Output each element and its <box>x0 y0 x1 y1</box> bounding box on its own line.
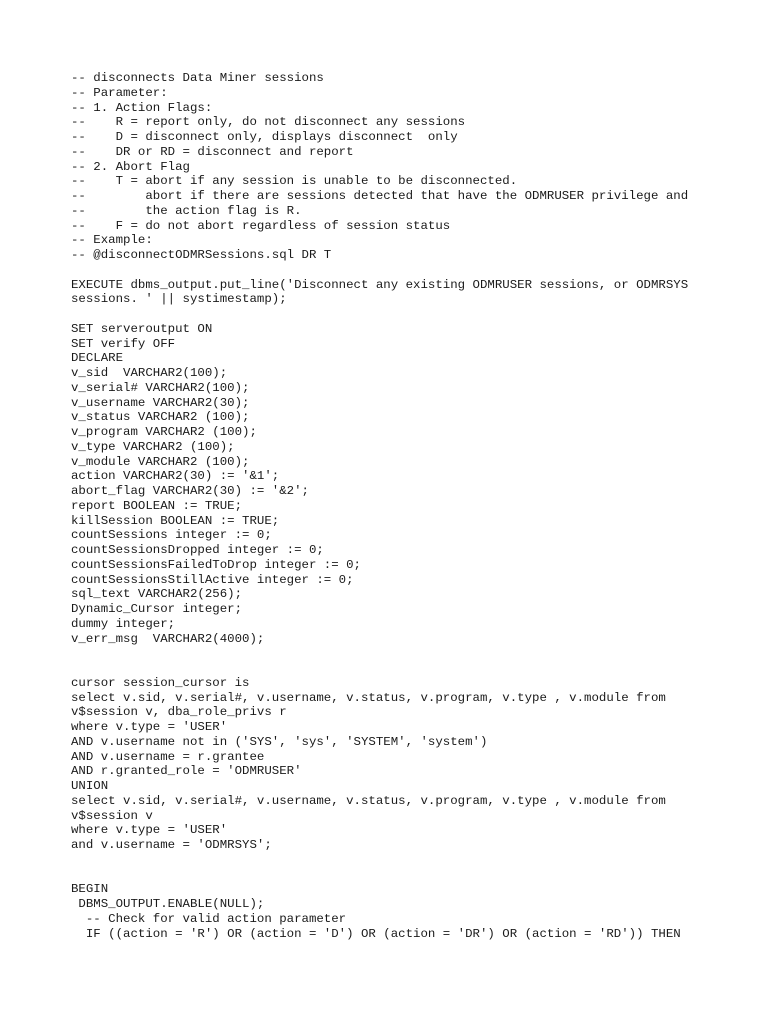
code-line: sessions. ' || systimestamp); <box>71 292 287 307</box>
code-line: DECLARE <box>71 351 124 366</box>
code-line: -- R = report only, do not disconnect any sessions <box>71 115 466 130</box>
code-line: v_err_msg VARCHAR2(4000); <box>71 631 265 646</box>
code-line: -- 2. Abort Flag <box>71 159 190 174</box>
code-line: Dynamic_Cursor integer; <box>71 602 243 616</box>
code-line: -- Parameter: <box>71 85 168 100</box>
code-line: v_status VARCHAR2 (100); <box>71 410 250 425</box>
code-line: DBMS_OUTPUT.ENABLE(NULL); <box>71 897 265 911</box>
code-line: -- F = do not abort regardless of session status <box>71 218 451 233</box>
code-line: cursor session_cursor is <box>71 675 250 690</box>
code-line: v_module VARCHAR2 (100); <box>71 454 250 469</box>
code-line: -- Check for valid action parameter <box>71 911 347 926</box>
code-line: AND v.username = r.grantee <box>71 749 265 764</box>
code-line: select v.sid, v.serial#, v.username, v.status, v.program, v.type , v.module from <box>71 793 666 808</box>
code-line: countSessions integer := 0; <box>71 528 272 543</box>
code-line: v$session v <box>71 808 153 823</box>
blank-line <box>71 646 731 661</box>
code-line: countSessionsFailedToDrop integer := 0; <box>71 557 361 572</box>
code-line: SET serveroutput ON <box>71 321 213 336</box>
code-line: -- @disconnectODMRSessions.sql DR T <box>71 248 332 262</box>
blank-line <box>71 853 731 868</box>
code-line: -- 1. Action Flags: <box>71 100 213 115</box>
code-line: -- Example: <box>71 233 153 248</box>
blank-line <box>71 661 731 676</box>
blank-line <box>71 868 731 883</box>
code-line: -- T = abort if any session is unable to be disconnected. <box>71 174 518 189</box>
code-line: -- DR or RD = disconnect and report <box>71 144 354 159</box>
code-line: EXECUTE dbms_output.put_line('Disconnect any existing ODMRUSER sessions, or ODMRSYS <box>71 277 689 292</box>
code-line: dummy integer; <box>71 616 176 631</box>
code-line: AND r.granted_role = 'ODMRUSER' <box>71 764 302 779</box>
code-line: sql_text VARCHAR2(256); <box>71 587 243 602</box>
code-line: v$session v, dba_role_privs r <box>71 705 287 720</box>
code-line: where v.type = 'USER' <box>71 720 228 734</box>
code-line: v_program VARCHAR2 (100); <box>71 425 257 439</box>
code-line: abort_flag VARCHAR2(30) := '&2'; <box>71 484 309 498</box>
code-line: SET verify OFF <box>71 336 176 351</box>
code-line: -- the action flag is R. <box>71 203 302 218</box>
blank-line <box>71 263 731 278</box>
code-line: action VARCHAR2(30) := '&1'; <box>71 469 280 484</box>
code-line: -- D = disconnect only, displays disconnect only <box>71 130 458 144</box>
code-line: IF ((action = 'R') OR (action = 'D') OR (action = 'DR') OR (action = 'RD')) THEN <box>71 926 681 941</box>
code-line: select v.sid, v.serial#, v.username, v.status, v.program, v.type , v.module from <box>71 690 666 705</box>
code-line: v_type VARCHAR2 (100); <box>71 439 235 454</box>
code-line: countSessionsDropped integer := 0; <box>71 543 324 557</box>
code-line: BEGIN <box>71 882 109 897</box>
code-line: -- abort if there are sessions detected that have the ODMRUSER privilege and <box>71 189 689 203</box>
code-line: killSession BOOLEAN := TRUE; <box>71 513 280 528</box>
code-line: UNION <box>71 779 109 793</box>
code-line: countSessionsStillActive integer := 0; <box>71 572 354 587</box>
sql-script-text <box>71 71 731 941</box>
code-line: v_serial# VARCHAR2(100); <box>71 380 250 395</box>
code-line: and v.username = 'ODMRSYS'; <box>71 838 272 852</box>
code-line: v_username VARCHAR2(30); <box>71 395 250 410</box>
code-line: AND v.username not in ('SYS', 'sys', 'SYSTEM', 'system') <box>71 734 488 749</box>
code-line: report BOOLEAN := TRUE; <box>71 498 243 513</box>
code-line: -- disconnects Data Miner sessions <box>71 71 324 85</box>
code-line: v_sid VARCHAR2(100); <box>71 366 228 380</box>
blank-line <box>71 307 731 322</box>
code-line: where v.type = 'USER' <box>71 823 228 838</box>
